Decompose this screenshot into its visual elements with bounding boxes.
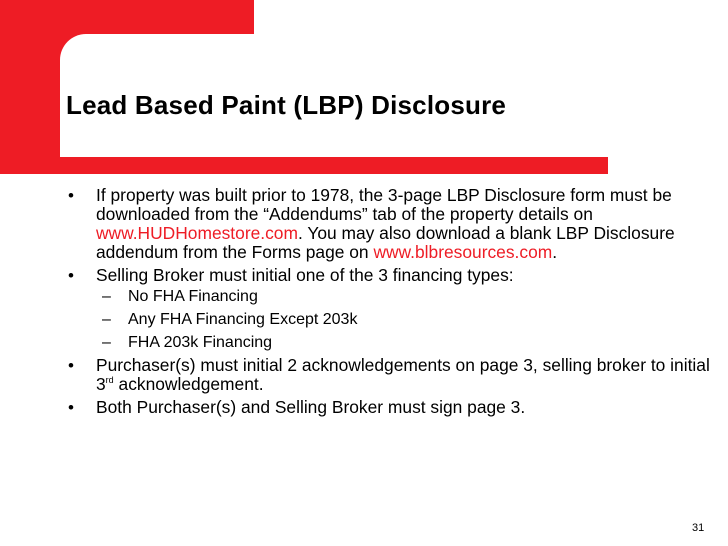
bullet-3-text-b: acknowledgement. xyxy=(113,374,264,394)
bullet-item-2 xyxy=(66,266,716,285)
bullet-1-text-b: . You may also download a blank LBP Disclosure addendum from the Forms page on xyxy=(96,223,675,262)
dash-icon: – xyxy=(102,334,111,351)
slide-title: Lead Based Paint (LBP) Disclosure xyxy=(66,90,507,120)
bullet-list xyxy=(66,186,716,421)
bullet-2-text: Selling Broker must initial one of the 3 financing types: xyxy=(96,265,514,285)
sub-item-2-text: Any FHA Financing Except 203k xyxy=(128,311,358,328)
title-underline-band xyxy=(0,157,608,174)
bullet-dot-icon: • xyxy=(68,398,74,417)
bullet-1-text-a: If property was built prior to 1978, the 3-page LBP Disclosure form must be downloaded from the “Addendums” tab of the property details on xyxy=(96,185,672,224)
sub-item-3 xyxy=(66,331,716,354)
page-number: 31 xyxy=(692,522,705,534)
bullet-dot-icon: • xyxy=(68,356,74,375)
bullet-dot-icon: • xyxy=(68,186,74,205)
dash-icon: – xyxy=(102,288,111,305)
left-red-block xyxy=(0,0,60,160)
bullet-item-3 xyxy=(66,356,716,394)
bullet-dot-icon: • xyxy=(68,266,74,285)
sub-item-2 xyxy=(66,308,716,331)
bullet-4-text: Both Purchaser(s) and Selling Broker must sign page 3. xyxy=(96,397,526,417)
bullet-item-1 xyxy=(66,186,716,262)
dash-icon: – xyxy=(102,311,111,328)
sub-item-3-text: FHA 203k Financing xyxy=(128,334,273,351)
blbresources-link[interactable]: www.blbresources.com xyxy=(373,242,553,262)
bullet-item-4 xyxy=(66,398,716,417)
hudhomestore-link[interactable]: www.HUDHomestore.com xyxy=(96,223,298,243)
bullet-3-text-a: Purchaser(s) must initial 2 acknowledgements on page 3, selling broker to initial 3 xyxy=(96,355,710,394)
sub-item-1 xyxy=(66,285,716,308)
sub-item-1-text: No FHA Financing xyxy=(128,288,258,305)
ordinal-superscript: rd xyxy=(105,375,114,386)
bullet-1-text-c: . xyxy=(552,242,558,262)
